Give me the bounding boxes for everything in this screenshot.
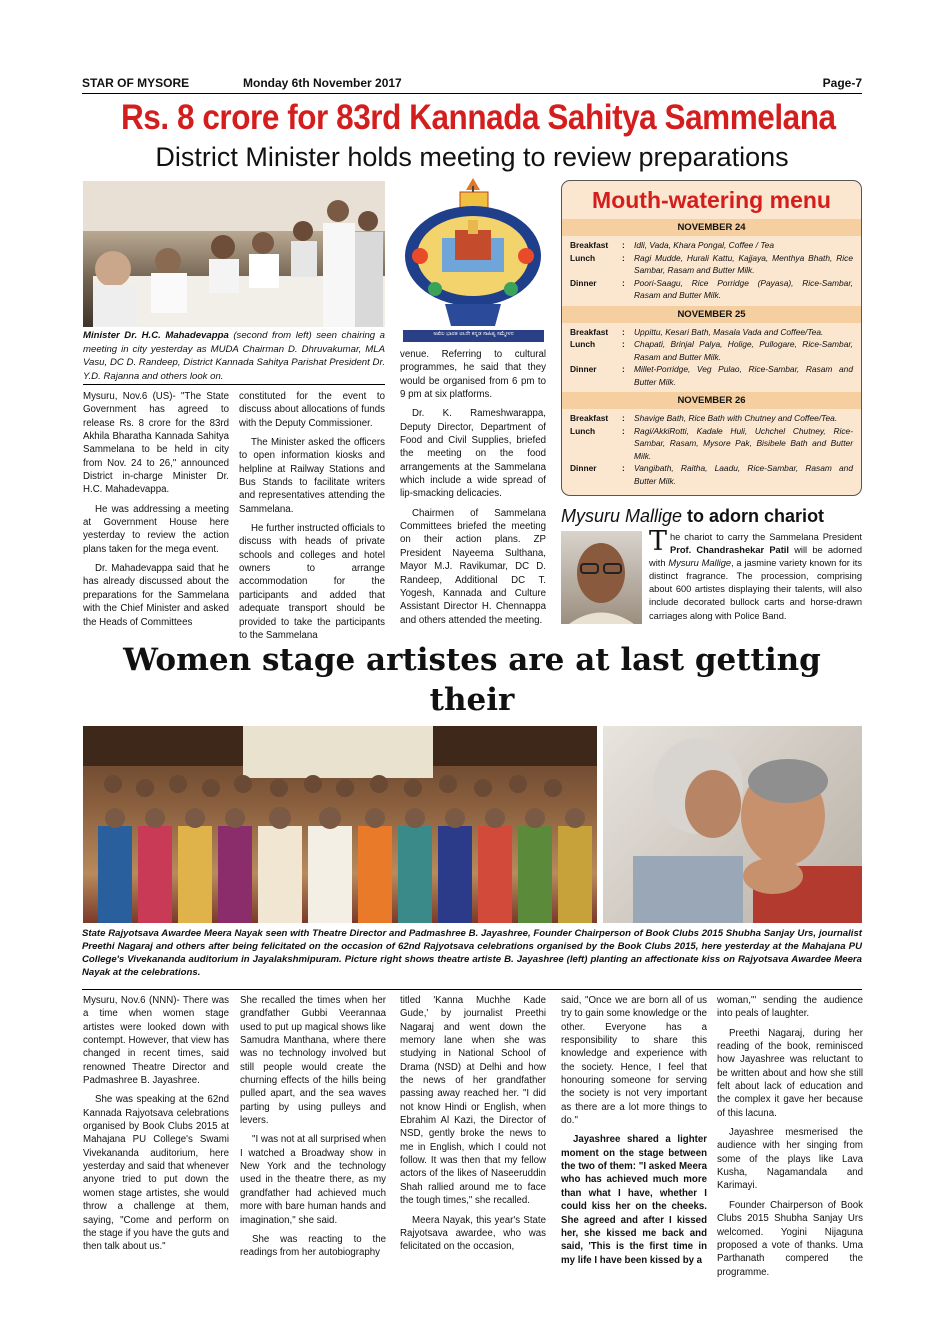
article2-column-5 xyxy=(717,994,863,1278)
menu-colon: : xyxy=(622,252,625,263)
page-number: Page-7 xyxy=(822,76,862,90)
menu-items: Shavige Bath, Rice Bath with Chutney and Coffee/Tea. xyxy=(634,413,838,423)
menu-items: Millet-Porridge, Veg Pulao, Rice-Sambar, Rasam and Butter Milk. xyxy=(634,364,853,387)
menu-row xyxy=(562,462,861,487)
article1-col1-para: He was addressing a meeting at Government House here yesterday to review the action plans taken for the mega event. xyxy=(83,503,229,555)
header-rule xyxy=(82,93,862,94)
menu-colon: : xyxy=(622,413,625,423)
menu-colon: : xyxy=(622,339,625,349)
mallige-headline xyxy=(561,506,862,527)
meeting-photo xyxy=(83,181,385,327)
meeting-photo-caption xyxy=(83,329,385,383)
group-photo-illustration xyxy=(83,726,597,923)
article2-col2-para: "I was not at all surprised when I watched a Broadway show in New York and the technology used in the theatre there, as my grandfather had achieved much more with bare human hands and imagination," she said. xyxy=(240,1134,386,1226)
article1-col2-para: The Minister asked the officers to open information kiosks and helpline at Railway Stations and Bus Stands to facilitate writers and representatives attending the Sammelana. xyxy=(239,437,385,515)
article1-col3-para: Chairmen of Sammelana Committees briefed the meeting on their action plans. ZP President Nayeema Sulthana, Mayor M.J. Ravikumar, DC D. Randeep, Additional DC T. Yogesh, Kannada and Culture Assistant Director H. Chennappa and others attended the meeting. xyxy=(400,507,546,626)
newspaper-name: STAR OF MYSORE xyxy=(82,76,190,90)
article2-col5-para: Preethi Nagaraj, during her reading of the book, reminisced how Jayashree was reluctant to be written about and how she still felt about lack of education and the complex it gave her because of this lacuna. xyxy=(717,1027,863,1119)
group-photo-caption: State Rajyotsava Awardee Meera Nayak seen with Theatre Director and Padmashree B. Jayashree, Founder Chairperson of Book Clubs 2015 Shubha Sanjay Urs, journalist Preethi Nagaraj and others after being felicitated on the occasion of 62nd Rajyotsava celebrations organised by the Book Clubs 2015, here yesterday at the Mahajana PU College's Vivekananda auditorium in Jayalakshmipuram. Picture right shows theatre artiste B. Jayashree (left) planting an affectionate kiss on Rajyotsava Awardee Meera Nayak at the celebrations. xyxy=(82,928,862,978)
article1-col3-para: Dr. K. Rameshwarappa, Deputy Director, Department of Food and Civil Supplies, briefed the meeting on the food arrangements at the Sammelana which include a wide spread of lip-smacking delicacies. xyxy=(400,408,546,500)
article1-col2-para: He further instructed officials to discuss with heads of private schools and colleges and hotel owners to arrange accommodation for the participants and added that adequate transport should be provided to take the participants to the Sammelana xyxy=(239,523,385,641)
article1-col1-para: Mysuru, Nov.6 (US)- "The State Government has agreed to release Rs. 8 crore for the 83rd Akhila Bharatha Kannada Sahitya Sammelana to be held in city from Nov. 24 to 26," announced District in-charge Minister Dr. H.C. Mahadevappa. xyxy=(83,391,229,496)
mallige-t3: , a jasmine variety known for its distinct fragrance. The procession, comprising about 600 artistes displaying their talents, will also include decorated bullock carts and horse-drawn carriages along with Police Band. xyxy=(649,558,862,621)
article2-col5-para: woman,'" sending the audience into peals of laughter. xyxy=(717,995,863,1020)
menu-meal: Dinner xyxy=(570,277,597,288)
article2-col3-para: titled 'Kanna Muchhe Kade Gude,' by journalist Preethi Nagaraj and went down the memory lane when she was studying in National School of Drama (NSD) at Delhi and how the news of her grandfather passing away reached her. "I did not know Hindi or English, when Ebrahim Al Kazi, the Director of NSD, gently broke the news to me in English, which I could not follow. It was then that my fellow actors of the likes of Naseeruddin Shah rallied around me to face the tough times," she recalled. xyxy=(400,995,546,1207)
mallige-t1: he chariot to carry the Sammelana President xyxy=(670,532,862,542)
menu-meal: Breakfast xyxy=(570,240,609,250)
headline-sammelana: Rs. 8 crore for 83rd Kannada Sahitya Sammelana xyxy=(121,98,836,137)
menu-day: NOVEMBER 24 xyxy=(562,219,861,236)
kiss-photo-illustration xyxy=(603,726,862,923)
menu-day: NOVEMBER 25 xyxy=(562,306,861,323)
article2-col1-para: She was speaking at the 62nd Kannada Rajyotsava celebrations organised by Book Clubs 2015 at Mahajana PU College's Swami Vivekananda auditorium, here yesterday and said that whenever anyone tried to put down the women stage artistes, she would throw a challenge at them, saying, "Come and perform on the stage if you have the guts and then talk about us." xyxy=(83,1094,229,1253)
menu-meal: Lunch xyxy=(570,425,596,436)
mallige-headline-rest: to adorn chariot xyxy=(682,506,825,526)
patil-portrait-illustration xyxy=(561,531,642,624)
menu-meal: Dinner xyxy=(570,364,597,374)
menu-meal: Breakfast xyxy=(570,413,609,423)
article2-col4-para: said, "Once we are born all of us try to gain some knowledge or the other. Everyone has a responsibility to share this knowledge and experience with the society. Hence, I feel that honouring someone for serving the society is not very important as there are a lot more things to do." xyxy=(561,995,707,1127)
mallige-name: Prof. Chandrashekar Patil xyxy=(670,545,789,556)
menu-day: NOVEMBER 26 xyxy=(562,392,861,409)
mallige-text xyxy=(649,526,863,626)
menu-colon: : xyxy=(622,240,625,250)
menu-row xyxy=(562,363,861,388)
menu-row xyxy=(562,239,861,252)
sammelana-logo xyxy=(400,176,547,344)
issue-date: Monday 6th November 2017 xyxy=(243,76,402,90)
menu-meal: Breakfast xyxy=(570,326,609,337)
menu-items: Ragi/AkkiRotti, Kadale Huli, Uchchel Chutney, Rice-Sambar, Rasam, Mysore Pak, Bisibele Bath and Butter Milk. xyxy=(634,425,853,461)
logo-caption: ಅಖಿಲ ಭಾರತ ೮೩ನೇ ಕನ್ನಡ ಸಾಹಿತ್ಯ ಸಮ್ಮೇಳನ xyxy=(433,331,514,337)
sammelana-logo-emblem xyxy=(400,176,547,344)
article2-column-2 xyxy=(240,994,386,1266)
article2-col2-para: She was reacting to the readings from her autobiography xyxy=(240,1233,386,1259)
article2-col3-para: Meera Nayak, this year's State Rajyotsava awardee, who was felicitated on the occasion, xyxy=(400,1214,546,1253)
article2-col1-para: Mysuru, Nov.6 (NNN)- There was a time when women stage artistes were looked down with contempt. However, that view has changed in recent times, said renowned Theatre Director and Padmashree B. Jayashree. xyxy=(83,995,229,1087)
article1-col1-para: Dr. Mahadevappa said that he has already discussed about the preparations for the Sammelana with the Chief Minister and asked the Heads of Committees xyxy=(83,563,229,628)
article2-col4-para: Jayashree shared a lighter moment on the stage between the two of them: "I asked Meera who has achieved much more than what I have, whether I could kiss her on the cheeks. She agreed and after I kissed her, she kissed me back and said, 'This is the first time in my life I have been kissed by a xyxy=(561,1134,707,1266)
menu-row xyxy=(562,277,861,302)
mallige-headline-italic: Mysuru Mallige xyxy=(561,506,683,526)
mallige-italic: Mysuru Mallige xyxy=(668,558,732,569)
article1-column-3 xyxy=(400,348,546,630)
menu-row xyxy=(562,338,861,363)
patil-portrait xyxy=(561,531,642,624)
article2-column-3 xyxy=(400,994,546,1266)
group-photo xyxy=(83,726,597,923)
subheadline-sammelana: District Minister holds meeting to review preparations xyxy=(155,142,789,172)
article1-col3-para: venue. Referring to cultural programmes, he said that they would be organised from 6 pm to 9 pm at six platforms. xyxy=(400,349,546,401)
mallige-dropcap: T xyxy=(649,526,668,557)
menu-colon: : xyxy=(622,425,625,436)
menu-row xyxy=(562,425,861,463)
meeting-photo-illustration xyxy=(83,181,385,327)
menu-meal: Lunch xyxy=(570,252,596,263)
menu-meal: Lunch xyxy=(570,339,596,349)
kiss-photo xyxy=(603,726,862,923)
menu-colon: : xyxy=(622,463,625,473)
menu-items: Poori-Saagu, Rice Porridge (Payasa), Rice-Sambar, Rasam and Butter Milk. xyxy=(634,277,853,300)
caption-rule xyxy=(83,384,385,385)
menu-colon: : xyxy=(622,277,625,288)
menu-items: Uppittu, Kesari Bath, Masala Vada and Coffee/Tea. xyxy=(634,326,824,337)
caption-name: Minister Dr. H.C. Mahadevappa xyxy=(83,330,229,341)
article2-col5-para: Jayashree mesmerised the audience with her singing from some of the plays like Lava Kusha, Nagamandala and Karimayi. xyxy=(717,1127,863,1192)
article2-col2-para: She recalled the times when her grandfather Gubbi Veerannaa used to put up magical shows like Samudra Manthana, where there was no technology involved but still people would create the churning effects of the hills being pulled apart, and the sea waves parting by using pulleys and levers. xyxy=(240,995,386,1127)
menu-items: Chapati, Brinjal Palya, Holige, Pullogare, Rice-Sambar, Rasam and Butter Milk. xyxy=(634,339,853,362)
menu-colon: : xyxy=(622,326,625,337)
menu-row xyxy=(562,326,861,339)
caption-rule-2 xyxy=(82,989,862,990)
menu-meal: Dinner xyxy=(570,463,597,473)
caption-text: (second from left) seen chairing a meeting in city yesterday as MUDA Chairman D. Dhruvakumar, MLA Vasu, DC D. Randeep, District Kannada Sahitya Parishat President Dr. Y.D. Rajanna and others look on. xyxy=(83,330,385,382)
menu-row xyxy=(562,252,861,277)
headline-line-1: Women stage artistes are at last getting their xyxy=(123,642,821,718)
menu-items: Ragi Mudde, Hurali Kattu, Kajjaya, Menthya Bhath, Rice Sambar, Rasam and Butter Milk. xyxy=(634,252,853,275)
menu-items: Vangibath, Raitha, Laadu, Rice-Sambar, Rasam and Butter Milk. xyxy=(634,463,853,486)
menu-row xyxy=(562,412,861,425)
menu-title: Mouth-watering menu xyxy=(592,187,831,213)
menu-colon: : xyxy=(622,364,625,374)
menu-items: Idli, Vada, Khara Pongal, Coffee / Tea xyxy=(634,240,774,250)
article2-col5-para: Founder Chairperson of Book Clubs 2015 Shubha Sanjay Urs welcomed. Yogini Nijaguna proposed a vote of thanks. Uma Parthanath compered the programme. xyxy=(717,1199,863,1278)
article2-column-4 xyxy=(561,994,707,1266)
article1-column-2 xyxy=(239,390,385,641)
article1-col2-para: constituted for the event to discuss about allocations of funds with the Deputy Commissioner. xyxy=(239,391,385,429)
article1-column-1 xyxy=(83,390,229,630)
mallige-t2: will be adorned with xyxy=(649,545,863,569)
menu-box xyxy=(561,180,862,496)
article2-column-1 xyxy=(83,994,229,1266)
